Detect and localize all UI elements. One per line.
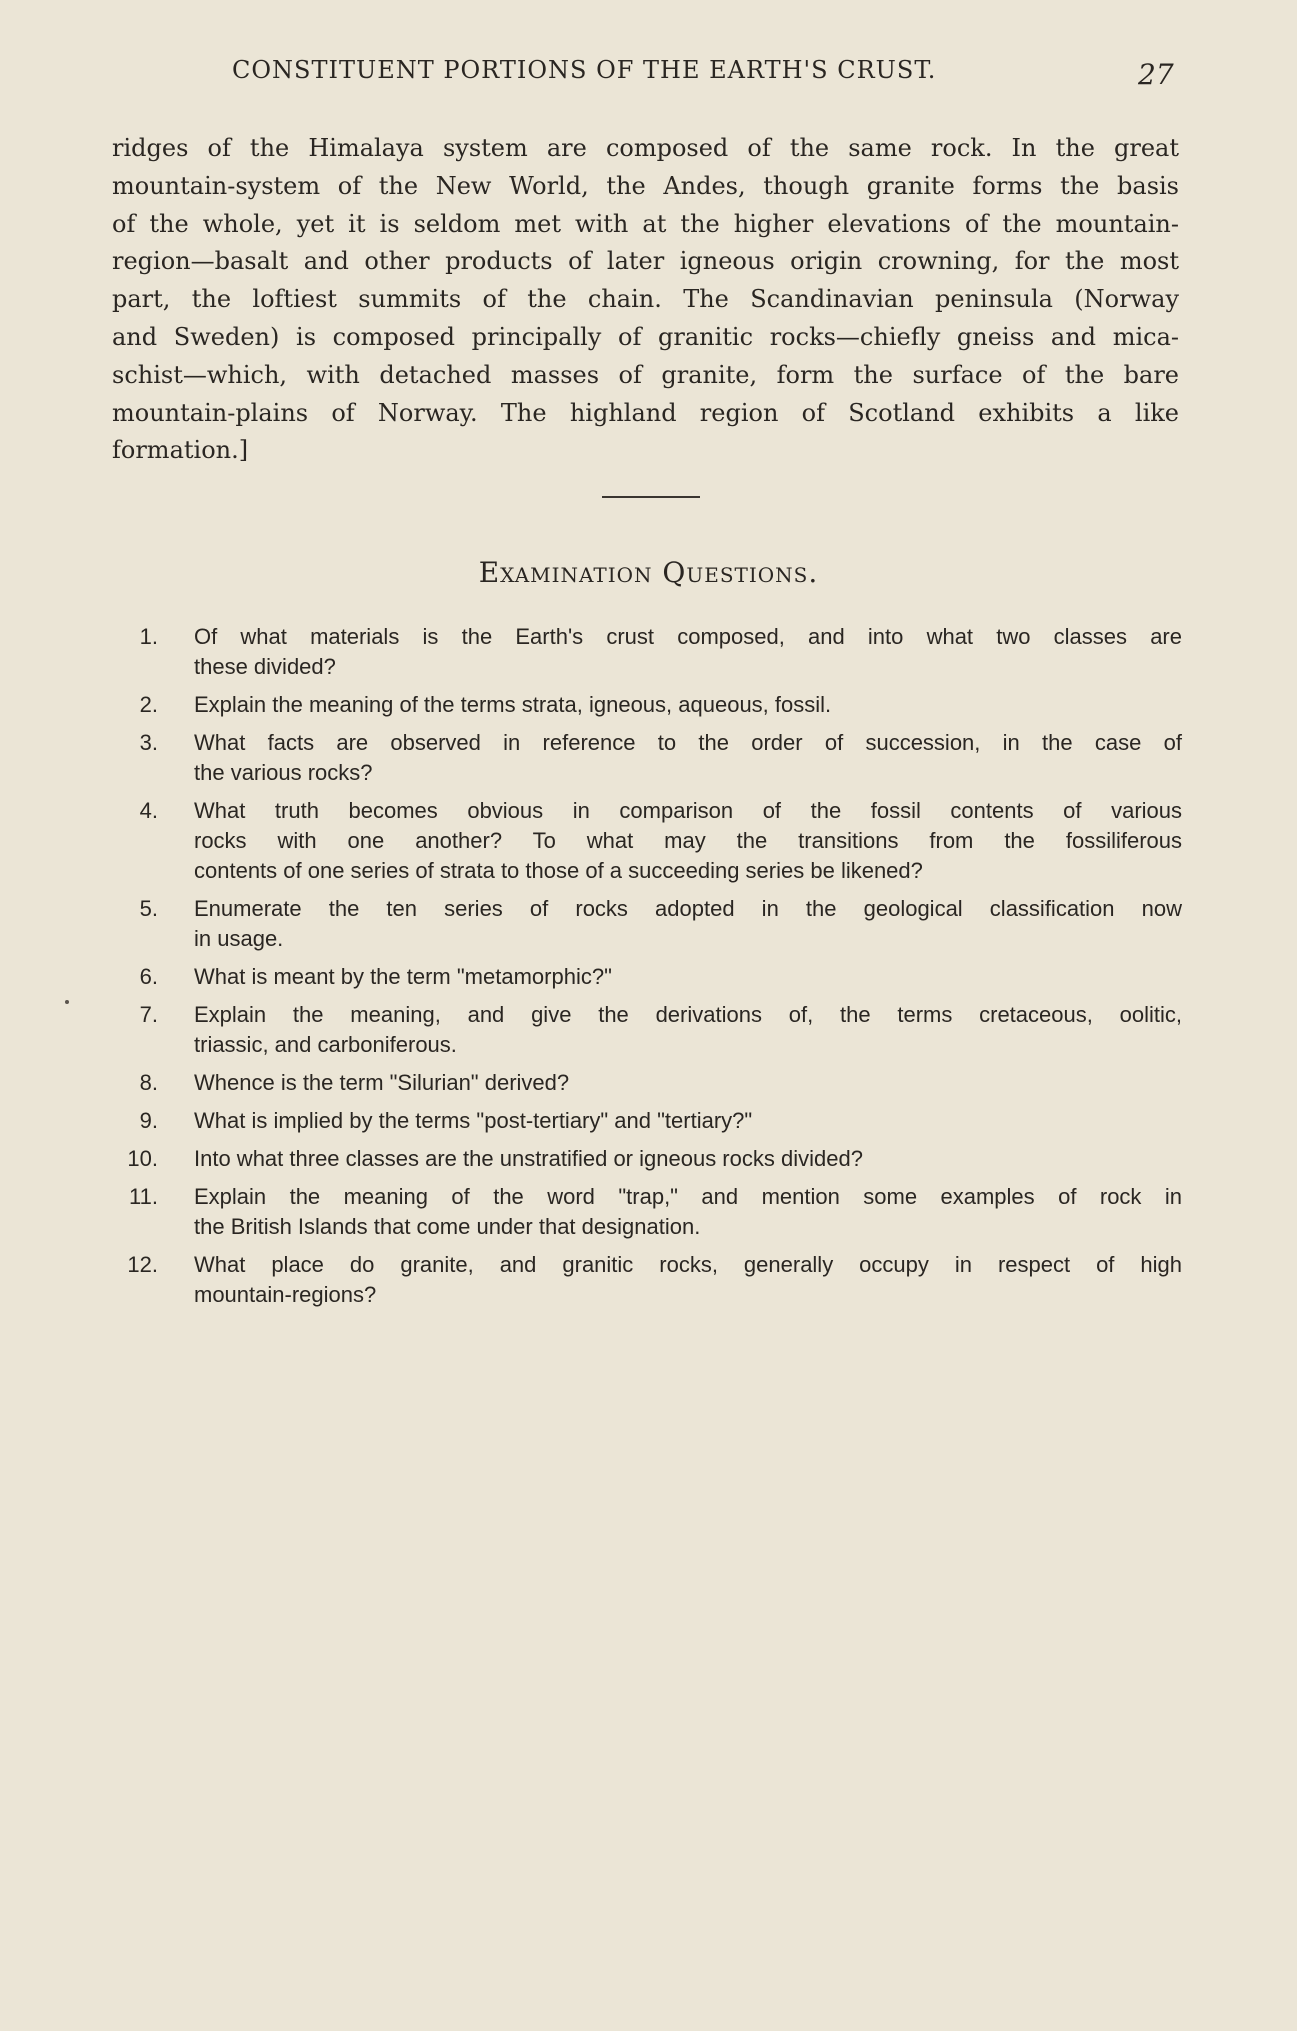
question-line: What place do granite, and granitic rocks, generally occupy in respect of high: [194, 1252, 1182, 1277]
question-line: Explain the meaning of the word "trap," and mention some examples of rock in: [194, 1184, 1182, 1209]
question-text: [194, 622, 1182, 682]
question-text: [194, 1250, 1182, 1310]
question-line: What facts are observed in reference to the order of succession, in the case of: [194, 730, 1182, 755]
question-line: Enumerate the ten series of rocks adopted in the geological classification now: [194, 896, 1182, 921]
question-number: 12.: [127, 1252, 158, 1277]
question-line: Explain the meaning of the terms strata, igneous, aqueous, fossil.: [194, 692, 832, 717]
question-item: [112, 1182, 1182, 1242]
question-line: these divided?: [194, 654, 336, 679]
question-item: [112, 894, 1182, 954]
question-text: [194, 690, 1182, 720]
question-item: [112, 622, 1182, 682]
intro-line: part, the loftiest summits of the chain. The Scandinavian peninsula (Norway: [112, 285, 1179, 314]
section-title: Examination Questions.: [478, 556, 819, 589]
page-header: [0, 56, 1297, 96]
question-text: [194, 1000, 1182, 1060]
intro-line: and Sweden) is composed principally of granitic rocks—chiefly gneiss and mica-: [112, 322, 1179, 351]
question-item: [112, 1106, 1182, 1136]
intro-line: mountain-plains of Norway. The highland region of Scotland exhibits a like: [112, 398, 1179, 427]
question-line: Into what three classes are the unstratified or igneous rocks divided?: [194, 1146, 863, 1171]
question-line: contents of one series of strata to those of a succeeding series be likened?: [194, 858, 923, 883]
question-text: [194, 962, 1182, 992]
question-text: [194, 1106, 1182, 1136]
intro-line: of the whole, yet it is seldom met with at the higher elevations of the mountain-: [112, 209, 1179, 238]
question-item: [112, 690, 1182, 720]
running-title: CONSTITUENT PORTIONS OF THE EARTH'S CRUST.: [232, 56, 937, 84]
question-number: 10.: [127, 1146, 158, 1171]
question-number: 2.: [139, 692, 158, 717]
question-text: [194, 1182, 1182, 1242]
question-line: rocks with one another? To what may the transitions from the fossiliferous: [194, 828, 1182, 853]
section-divider: [602, 496, 700, 498]
question-list: [112, 622, 1182, 1318]
question-line: triassic, and carboniferous.: [194, 1032, 457, 1057]
question-item: [112, 796, 1182, 886]
question-number: 9.: [139, 1108, 158, 1133]
intro-line: formation.]: [112, 436, 249, 465]
question-item: [112, 728, 1182, 788]
question-line: What truth becomes obvious in comparison of the fossil contents of various: [194, 798, 1182, 823]
question-line: Explain the meaning, and give the derivations of, the terms cretaceous, oolitic,: [194, 1002, 1182, 1027]
question-number: 3.: [139, 730, 158, 755]
page-number: 27: [1138, 58, 1174, 91]
intro-line: region—basalt and other products of later igneous origin crowning, for the most: [112, 247, 1179, 276]
question-line: in usage.: [194, 926, 284, 951]
question-line: mountain-regions?: [194, 1282, 377, 1307]
question-text: [194, 1068, 1182, 1098]
question-text: [194, 1144, 1182, 1174]
question-number: 6.: [139, 964, 158, 989]
intro-line: schist—which, with detached masses of granite, form the surface of the bare: [112, 360, 1179, 389]
question-item: [112, 1250, 1182, 1310]
question-text: [194, 728, 1182, 788]
question-number: 11.: [129, 1184, 158, 1209]
question-text: [194, 796, 1182, 886]
margin-mark: [65, 1000, 69, 1004]
question-line: Whence is the term "Silurian" derived?: [194, 1070, 570, 1095]
question-number: 7.: [139, 1002, 158, 1027]
question-line: What is implied by the terms "post-tertiary" and "tertiary?": [194, 1108, 753, 1133]
intro-line: ridges of the Himalaya system are composed of the same rock. In the great: [112, 134, 1179, 162]
question-number: 1.: [139, 624, 158, 649]
question-item: [112, 962, 1182, 992]
question-number: 4.: [139, 798, 158, 823]
question-text: [194, 894, 1182, 954]
question-number: 8.: [139, 1070, 158, 1095]
question-item: [112, 1144, 1182, 1174]
question-item: [112, 1000, 1182, 1060]
question-line: What is meant by the term "metamorphic?": [194, 964, 612, 989]
intro-line: mountain-system of the New World, the Andes, though granite forms the basis: [112, 171, 1179, 200]
question-line: Of what materials is the Earth's crust composed, and into what two classes are: [194, 624, 1182, 649]
intro-paragraph: [112, 130, 1179, 470]
question-number: 5.: [139, 896, 158, 921]
question-item: [112, 1068, 1182, 1098]
question-line: the British Islands that come under that designation.: [194, 1214, 701, 1239]
question-line: the various rocks?: [194, 760, 373, 785]
